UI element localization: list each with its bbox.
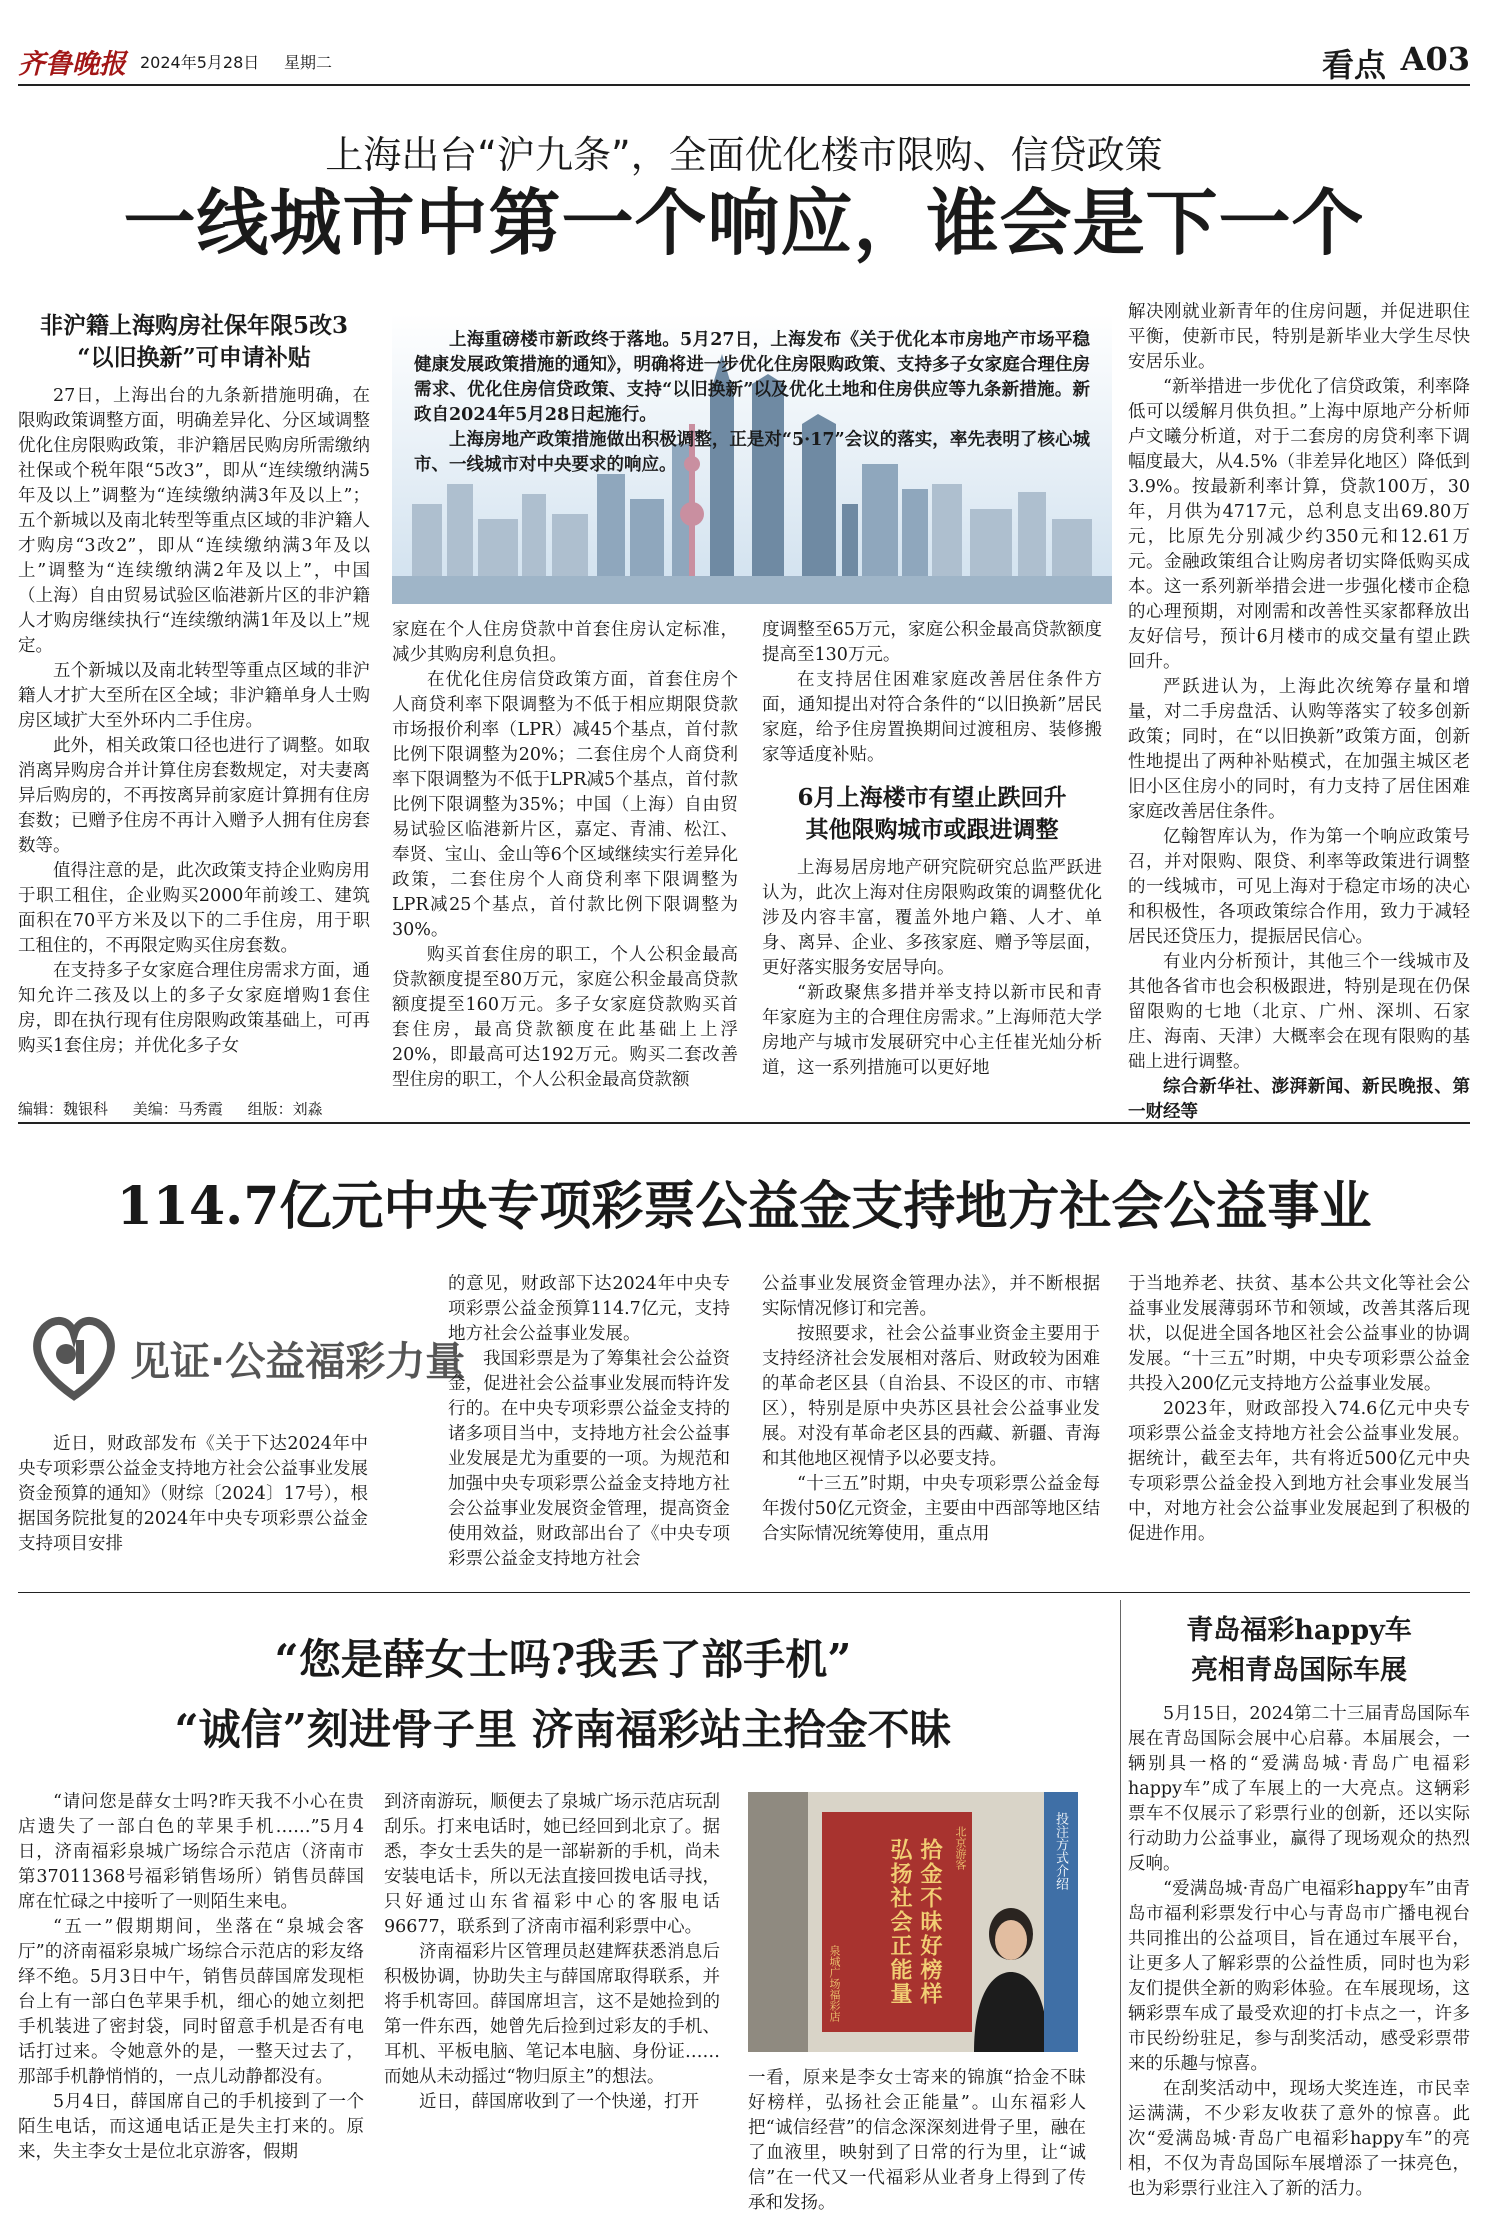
paragraph: 有业内分析预计，其他三个一线城市及其他各省市也会积极跟进，特别是现在仍保留限购的七地（北京、广州、深圳、石家庄、海南、天津）大概率会在现有限购的基础上进行调整。 bbox=[1128, 952, 1470, 1072]
side-poster bbox=[1044, 1792, 1078, 2052]
story3-column-2 bbox=[384, 1790, 720, 2180]
story4-column-1 bbox=[1128, 1702, 1470, 2199]
photo-honor-banner bbox=[748, 1792, 1078, 2052]
paragraph: 济南福彩片区管理员赵建辉获悉消息后积极协调，协助失主与薛国席取得联系，并将手机寄回。薛国席坦言，这不是她捡到的第一件东西，她曾先后捡到过彩友的手机、耳机、平板电脑、笔记本电脑、身份证……而她从未动摇过“物归原主”的想法。 bbox=[384, 1942, 720, 2087]
section-rule bbox=[18, 1592, 1470, 1593]
paragraph: 解决刚就业新青年的住房问题，并促进职住平衡，使新市民，特别是新毕业大学生尽快安居乐业。 bbox=[1128, 302, 1470, 372]
masthead-rule bbox=[18, 84, 1470, 86]
person-figure bbox=[966, 1902, 1056, 2052]
paper-name: 齐鲁晚报 bbox=[18, 49, 126, 80]
story1-lead-paragraph-1: 上海重磅楼市新政终于落地。5月27日，上海发布《关于优化本市房地产市场平稳健康发展政策措施的通知》，明确将进一步优化住房限购政策、支持多子女家庭合理住房需求、优化住房信贷政策、支持“以旧换新”以及优化土地和住房供应等九条新措施。新政自2024年5月28日起施行。 bbox=[414, 330, 1090, 425]
issue-date: 2024年5月28日 bbox=[140, 53, 260, 72]
paragraph: “五一”假期期间，坐落在“泉城会客厅”的济南福彩泉城广场综合示范店的彩友络绎不绝。5月3日中午，销售员薛国席发现柜台上有一部白色苹果手机，细心的她立刻把手机装进了密封袋，同时留意手机是否有电话打过来。令她意外的是，一整天过去了，那部手机静悄悄的，一点儿动静都没有。 bbox=[18, 1917, 364, 2087]
paragraph: 近日，财政部发布《关于下达2024年中央专项彩票公益金支持地方社会公益事业发展资金预算的通知》（财综〔2024〕17号），根据国务院批复的2024年中央专项彩票公益金支持项目安排 bbox=[18, 1434, 368, 1554]
story1-subhead-2b: 其他限购城市或跟进调整 bbox=[805, 816, 1059, 843]
story1-subhead-1b: “以旧换新”可申请补贴 bbox=[77, 344, 311, 371]
paragraph: 公益事业发展资金管理办法》，并不断根据实际情况修订和完善。 bbox=[762, 1274, 1100, 1319]
logo-text: 见证·公益福彩力量 bbox=[130, 1339, 466, 1385]
welfare-lottery-emblem-icon bbox=[26, 1308, 122, 1404]
story2-headline: 114.7亿元中央专项彩票公益金支持地方社会公益事业 bbox=[116, 1176, 1372, 1237]
welfare-lottery-logo bbox=[26, 1306, 466, 1406]
paragraph: 此外，相关政策口径也进行了调整。如取消离异购房合并计算住房套数规定，对夫妻离异后购房的，不再按离异前家庭计算拥有住房套数；已赠予住房不再计入赠予人拥有住房套数等。 bbox=[18, 736, 370, 856]
paragraph: “十三五”时期，中央专项彩票公益金每年拨付50亿元资金，主要由中西部等地区结合实际情况统筹使用，重点用 bbox=[762, 1474, 1100, 1544]
story3-headline-2: “诚信”刻进骨子里 济南福彩站主拾金不昧 bbox=[174, 1705, 952, 1754]
paragraph: 值得注意的是，此次政策支持企业购房用于职工租住，企业购买2000年前竣工、建筑面积在70平方米及以下的二手住房，用于职工租住的，不再限定购买住房套数。 bbox=[18, 861, 370, 956]
credits-line bbox=[18, 1098, 323, 1119]
paragraph: 按照要求，社会公益事业资金主要用于支持经济社会发展相对落后、财政较为困难的革命老区县（自治县、不设区的市、市辖区），特别是原中央苏区县社会公益事业发展。对没有革命老区县的西藏、新疆、青海和其他地区视情予以必要支持。 bbox=[762, 1324, 1100, 1469]
paragraph: “新政聚焦多措并举支持以新市民和青年家庭为主的合理住房需求。”上海师范大学房地产与城市发展研究中心主任崔光灿分析道，这一系列措施可以更好地 bbox=[762, 983, 1102, 1078]
paragraph: “爱满岛城·青岛广电福彩happy车”由青岛市福利彩票发行中心与青岛市广播电视台共同推出的公益项目，旨在通过车展平台，让更多人了解彩票的公益性质，同时也为彩友们提供全新的购彩体验。在车展现场，这辆彩票车成了最受欢迎的打卡点之一，许多市民纷纷驻足，参与刮奖活动，感受彩票带来的乐趣与惊喜。 bbox=[1128, 1879, 1470, 2074]
paragraph: 5月15日，2024第二十三届青岛国际车展在青岛国际会展中心启幕。本届展会，一辆别具一格的“爱满岛城·青岛广电福彩happy车”成了车展上的一大亮点。这辆彩票车不仅展示了彩票行业的创新，还以实际行动助力公益事业，赢得了现场观众的热烈反响。 bbox=[1128, 1704, 1470, 1874]
paragraph: 在优化住房信贷政策方面，首套住房个人商贷利率下限调整为不低于相应期限贷款市场报价利率（LPR）减45个基点，首付款比例下限调整为20%；二套住房个人商贷利率下限调整为不低于LPR减5个基点，首付款比例下限调整为35%；中国（上海）自由贸易试验区临港新片区，嘉定、青浦、松江、奉贤、宝山、金山等6个区域继续实行差异化政策，二套住房个人商贷利率下限调整为LPR减25个基点，首付款比例下限调整为30%。 bbox=[392, 670, 738, 940]
wall-poster bbox=[748, 1792, 808, 2052]
banner-signature-right: 泉城广场福彩店 bbox=[828, 1945, 841, 2022]
story2-column-1 bbox=[18, 1432, 368, 1572]
story2-column-4 bbox=[1128, 1272, 1470, 1572]
story1-column-1 bbox=[18, 310, 370, 1070]
paragraph: 我国彩票是为了筹集社会公益资金，促进社会公益事业发展而特许发行的。在中央专项彩票公益金支持的诸多项目当中，支持地方社会公益事业发展是尤为重要的一项。为规范和加强中央专项彩票公益金支持地方社会公益事业发展资金管理，提高资金使用效益，财政部出台了《中央专项彩票公益金支持地方社会 bbox=[448, 1349, 730, 1569]
paragraph: 上海易居房地产研究院研究总监严跃进认为，此次上海对住房限购政策的调整优化涉及内容丰富，覆盖外地户籍、人才、单身、离异、企业、多孩家庭、赠予等层面，更好落实服务安居导向。 bbox=[762, 858, 1102, 978]
credit-editor: 编辑：魏银科 bbox=[18, 1100, 109, 1118]
story3-column-1 bbox=[18, 1790, 364, 2180]
story4-headline-1: 青岛福彩happy车 bbox=[1186, 1615, 1412, 1646]
issue-weekday: 星期二 bbox=[284, 53, 333, 72]
paragraph: 购买首套住房的职工，个人公积金最高贷款额度提至80万元，家庭公积金最高贷款额度提至160万元。多子女家庭贷款购买首套住房，最高贷款额度在此基础上上浮20%，即最高可达192万元。购买二套改善型住房的职工，个人公积金最高贷款额 bbox=[392, 945, 738, 1090]
story2-column-3 bbox=[762, 1272, 1100, 1572]
page-number: A03 bbox=[1400, 40, 1470, 78]
paragraph: “请问您是薛女士吗?昨天我不小心在贵店遗失了一部白色的苹果手机……”5月4日，济南福彩泉城广场综合示范店（济南市第37011368号福彩销售场所）销售员薛国席在忙碌之中接听了一则陌生来电。 bbox=[18, 1792, 364, 1912]
paragraph: 2023年，财政部投入74.6亿元中央专项彩票公益金支持地方社会公益事业发展。据统计，截至去年，共有将近500亿元中央专项彩票公益金投入到地方社会事业发展当中，对地方社会公益事业发展起到了积极的促进作用。 bbox=[1128, 1399, 1470, 1544]
banner-line-1: 拾金不昧好榜样 bbox=[917, 1838, 943, 2006]
story3-column-3 bbox=[748, 2066, 1086, 2213]
paragraph: 严跃进认为，上海此次统筹存量和增量，对二手房盘活、认购等落实了较多创新政策；同时，在“以旧换新”政策方面，创新性地提出了两种补贴模式，在加强主城区老旧小区住房小的同时，有力支持了居住困难家庭改善居住条件。 bbox=[1128, 677, 1470, 822]
paragraph: 在支持居住困难家庭改善居住条件方面，通知提出对符合条件的“以旧换新”居民家庭，给予住房置换期间过渡租房、装修搬家等适度补贴。 bbox=[762, 670, 1102, 765]
paragraph: 亿翰智库认为，作为第一个响应政策号召，并对限购、限贷、利率等政策进行调整的一线城市，可见上海对于稳定市场的决心和积极性，各项政策综合作用，致力于减轻居民还贷压力，提振居民信心。 bbox=[1128, 827, 1470, 947]
paragraph: 在刮奖活动中，现场大奖连连，市民幸运满满，不少彩友收获了意外的惊喜。此次“爱满岛城·青岛广电福彩happy车”的亮相，不仅为青岛国际车展增添了一抹亮色，也为彩票行业注入了新的活力。 bbox=[1128, 2079, 1470, 2199]
paragraph: “新举措进一步优化了信贷政策，利率降低可以缓解月供负担。”上海中原地产分析师卢文曦分析道，对于二套房的房贷利率下调幅度最大，从4.5%（非差异化地区）降低到3.9%。按最新利率计算，贷款100万，30年，月供为4717元，总利息支出69.80万元，比原先分别减少约350元和12.61万元。金融政策组合让购房者切实降低购买成本。这一系列新举措会进一步强化楼市企稳的心理预期，对刚需和改善性买家都释放出友好信号，预计6月楼市的成交量有望止跌回升。 bbox=[1128, 377, 1470, 672]
story1-lead-box bbox=[392, 314, 1112, 604]
paragraph: 近日，薛国席收到了一个快递，打开 bbox=[419, 2092, 699, 2112]
story1-subhead-2: 6月上海楼市有望止跌回升 bbox=[797, 784, 1067, 811]
story1-kicker: 上海出台“沪九条”，全面优化楼市限购、信贷政策 bbox=[325, 133, 1163, 177]
story1-column-4 bbox=[1128, 300, 1470, 1122]
honor-banner bbox=[822, 1812, 972, 2032]
story1-source: 综合新华社、澎湃新闻、新民晚报、第一财经等 bbox=[1128, 1077, 1470, 1122]
paragraph: 在支持多子女家庭合理住房需求方面，通知允许二孩及以上的多子女家庭增购1套住房，即在执行现有住房限购政策基础上，可再购买1套住房；并优化多子女 bbox=[18, 961, 370, 1056]
paragraph: 一看，原来是李女士寄来的锦旗“拾金不昧好榜样，弘扬社会正能量”。山东福彩人把“诚信经营”的信念深深刻进骨子里，融在了血液里，映射到了日常的行为里，让“诚信”在一代又一代福彩从业者身上得到了传承和发扬。 bbox=[748, 2068, 1086, 2213]
section-name: 看点 bbox=[1321, 46, 1386, 84]
banner-line-2: 弘扬社会正能量 bbox=[887, 1838, 913, 2006]
poster-text: 投注方式介绍 bbox=[1053, 1812, 1068, 1890]
banner-signature-left: 北京游客 bbox=[954, 1826, 967, 1870]
story1-lead-paragraph-2: 上海房地产政策措施做出积极调整，正是对“5·17”会议的落实，率先表明了核心城市、一线城市对中央要求的响应。 bbox=[414, 430, 1090, 475]
column-divider bbox=[1120, 1600, 1121, 2170]
paragraph: 家庭在个人住房贷款中首套住房认定标准，减少其购房利息负担。 bbox=[392, 620, 738, 665]
credit-designer: 美编：马秀霞 bbox=[132, 1100, 223, 1118]
paragraph: 度调整至65万元，家庭公积金最高贷款额度提高至130万元。 bbox=[762, 620, 1102, 665]
story4-headline-2: 亮相青岛国际车展 bbox=[1191, 1655, 1407, 1686]
paragraph: 的意见，财政部下达2024年中央专项彩票公益金预算114.7亿元，支持地方社会公益事业发展。 bbox=[448, 1274, 730, 1344]
section-rule bbox=[18, 1122, 1470, 1124]
story1-column-3 bbox=[762, 618, 1102, 1078]
paragraph: 五个新城以及南北转型等重点区域的非沪籍人才扩大至所在区全域；非沪籍单身人士购房区域扩大至外环内二手住房。 bbox=[18, 661, 370, 731]
story1-subhead-1: 非沪籍上海购房社保年限5改3 bbox=[39, 312, 348, 339]
story1-column-2 bbox=[392, 618, 738, 1090]
masthead bbox=[18, 38, 1470, 84]
paragraph: 到济南游玩，顺便去了泉城广场示范店玩刮刮乐。打来电话时，她已经回到北京了。据悉，李女士丢失的是一部崭新的手机，尚未安装电话卡，所以无法直接回拨电话寻找，只好通过山东省福彩中心的客服电话96677，联系到了济南市福利彩票中心。 bbox=[384, 1792, 720, 1937]
story2-column-2 bbox=[448, 1272, 730, 1572]
paragraph: 27日，上海出台的九条新措施明确，在限购政策调整方面，明确差异化、分区域调整优化住房限购政策，非沪籍居民购房所需缴纳社保或个税年限“5改3”，即从“连续缴纳满5年及以上”调整为“连续缴纳满3年及以上”；五个新城以及南北转型等重点区域的非沪籍人才购房“3改2”，即从“连续缴纳满3年及以上”调整为“连续缴纳满2年及以上”，中国（上海）自由贸易试验区临港新片区的非沪籍人才购房继续执行“连续缴纳满1年及以上”规定。 bbox=[18, 386, 370, 656]
credit-proof: 组版：刘淼 bbox=[247, 1100, 323, 1118]
paragraph: 5月4日，薛国席自己的手机接到了一个陌生电话，而这通电话正是失主打来的。原来，失主李女士是位北京游客，假期 bbox=[18, 2092, 364, 2162]
story3-headline-1: “您是薛女士吗?我丢了部手机” bbox=[274, 1635, 852, 1684]
paragraph: 于当地养老、扶贫、基本公共文化等社会公益事业发展薄弱环节和领域，改善其落后现状，以促进全国各地区社会公益事业的协调发展。“十三五”时期，中央专项彩票公益金共投入200亿元支持地方公益事业发展。 bbox=[1128, 1274, 1470, 1394]
story1-headline: 一线城市中第一个响应，谁会是下一个 bbox=[123, 180, 1365, 265]
